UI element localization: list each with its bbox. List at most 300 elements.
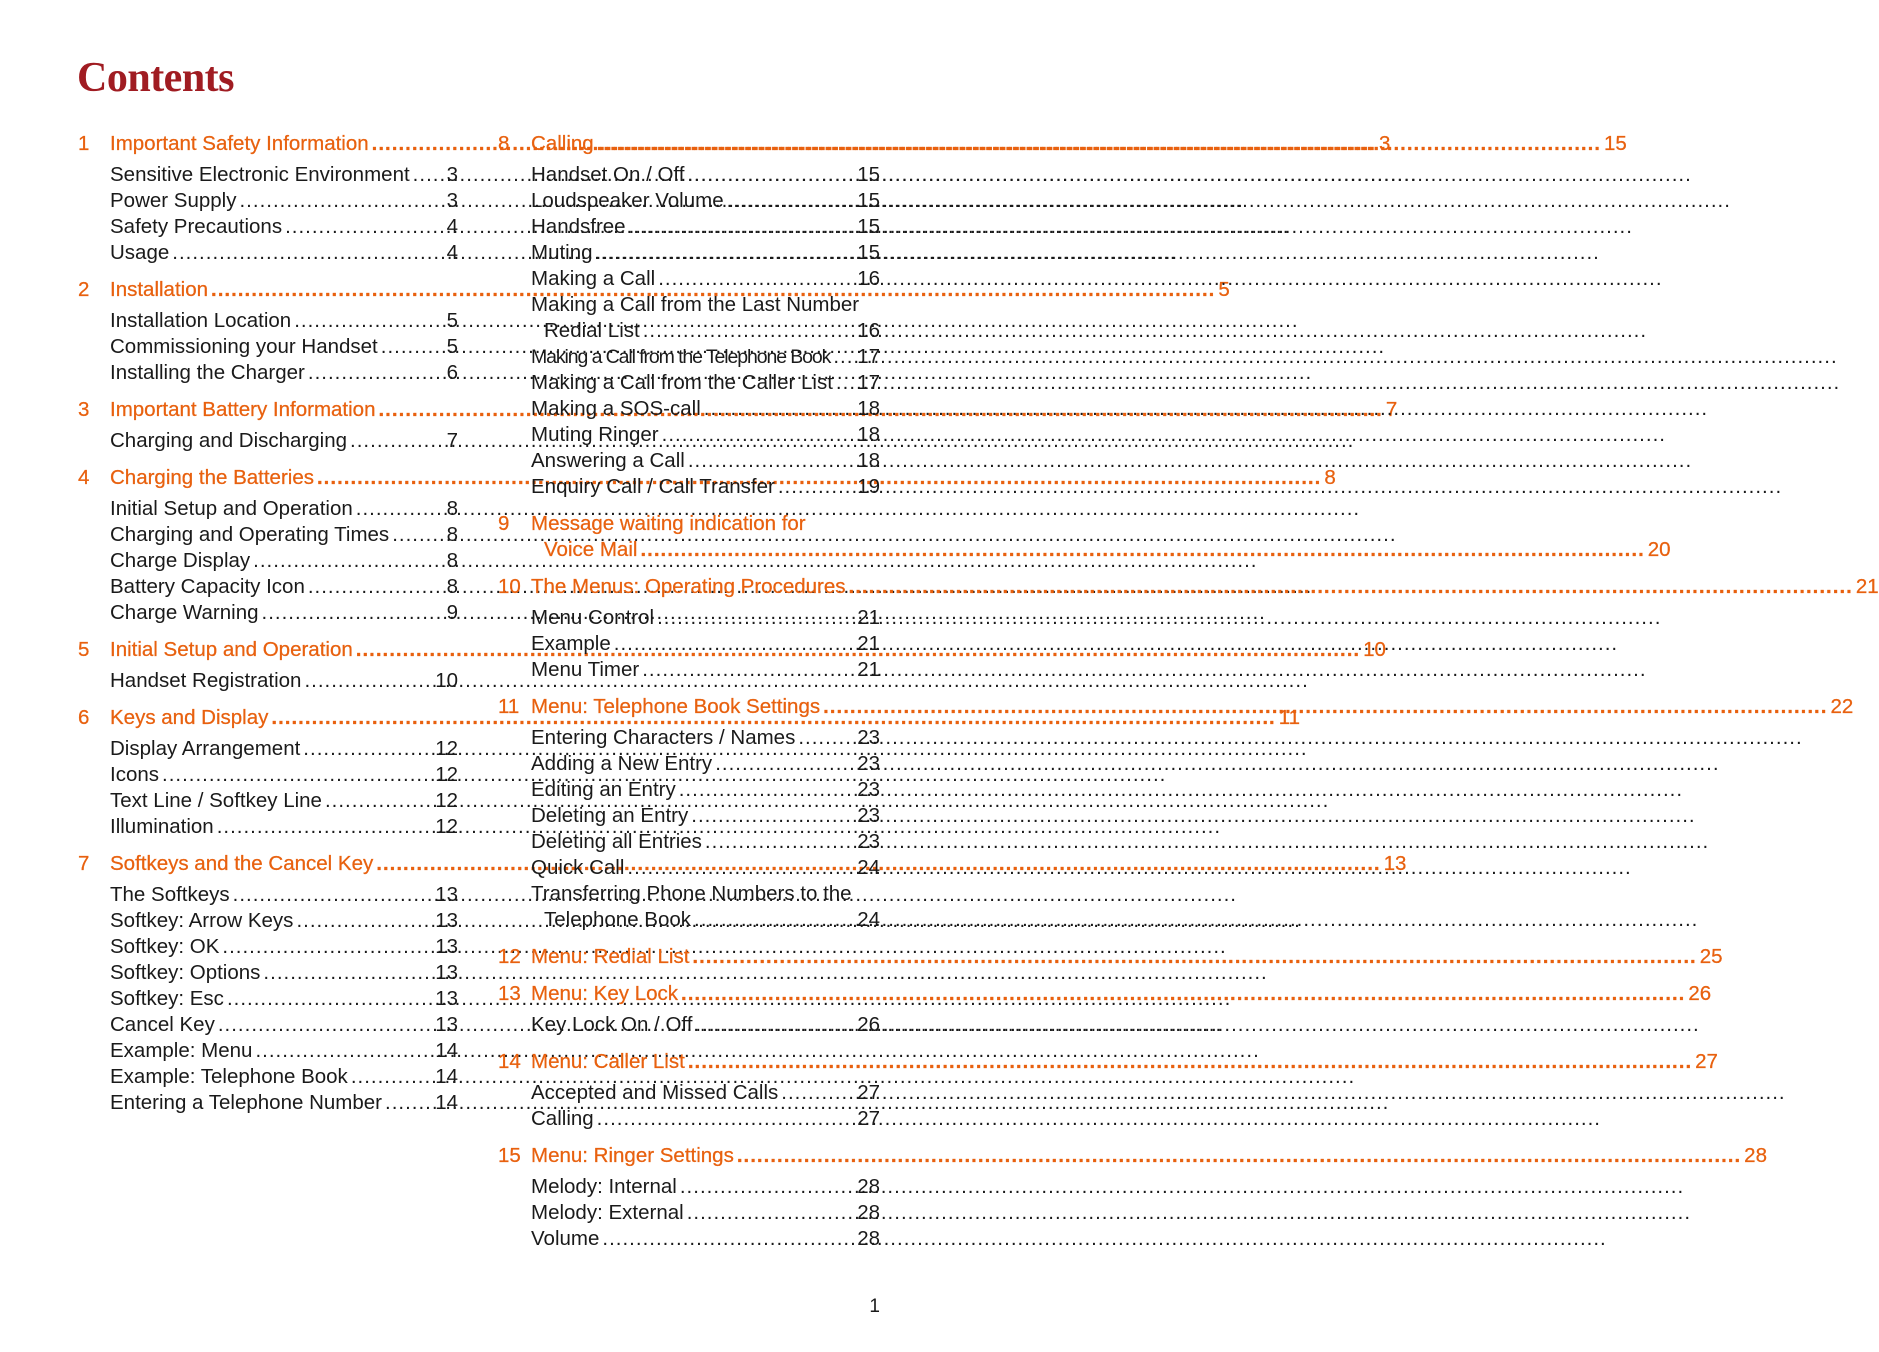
toc-label: Menu Timer: [531, 658, 640, 681]
toc-page-number: 9: [446, 601, 458, 624]
dot-leader: [255, 1038, 432, 1064]
section-number: 1: [78, 132, 90, 155]
toc-section-heading[interactable]: [498, 131, 1627, 157]
section-title-row[interactable]: [531, 694, 1853, 720]
toc-page-number: 8: [446, 549, 458, 572]
toc-label: Cancel Key: [110, 1013, 215, 1036]
section-title: Message waiting indication for: [531, 512, 806, 535]
toc-entry[interactable]: [110, 736, 458, 762]
toc-page-number: 13: [435, 1013, 458, 1036]
section-gap: [498, 683, 880, 694]
toc-label: Calling: [531, 132, 594, 155]
toc-page-number: 13: [435, 961, 458, 984]
dot-leader: [823, 694, 1827, 720]
toc-label: Icons: [110, 763, 159, 786]
section-title-row[interactable]: [531, 981, 1711, 1007]
toc-entry[interactable]: [531, 605, 880, 631]
toc-page-number: 7: [446, 429, 458, 452]
dot-leader: [715, 751, 854, 777]
section-gap: [498, 500, 880, 511]
toc-page-number: 10: [1363, 638, 1386, 661]
toc-page-number: 24: [857, 856, 880, 879]
dot-leader: [688, 1049, 1692, 1075]
toc-page-number: 17: [857, 345, 880, 368]
dot-leader: [308, 360, 444, 386]
toc-label: The Softkeys: [110, 883, 230, 906]
toc-entry[interactable]: [110, 360, 458, 386]
toc-page-number: 12: [435, 763, 458, 786]
section-gap: [498, 970, 880, 981]
dot-leader: [798, 725, 854, 751]
toc-entry[interactable]: [110, 788, 458, 814]
toc-page-number: 12: [435, 815, 458, 838]
toc-entry[interactable]: [531, 803, 880, 829]
toc-label: Making a Call: [531, 267, 656, 290]
section-number: 4: [78, 466, 90, 489]
page-title: Contents: [77, 55, 235, 101]
toc-label: Softkey: Esc: [110, 987, 224, 1010]
section-number: 14: [498, 1050, 521, 1073]
section-number: 9: [498, 512, 510, 535]
toc-label: Volume: [531, 1227, 600, 1250]
toc-entry[interactable]: [531, 657, 880, 683]
dot-leader: [658, 266, 854, 292]
dot-leader: [217, 814, 432, 840]
toc-page-number: 17: [857, 371, 880, 394]
dot-leader: [385, 1090, 432, 1116]
dot-leader: [296, 908, 432, 934]
dot-leader: [695, 1012, 854, 1038]
dot-leader: [597, 131, 1601, 157]
dot-leader: [629, 214, 855, 240]
dot-leader: [681, 981, 1685, 1007]
section-title-row[interactable]: [531, 944, 1723, 970]
toc-page-number: 21: [1855, 575, 1879, 598]
dot-leader: [351, 1064, 432, 1090]
dot-leader: [325, 788, 432, 814]
toc-label: Voice Mail: [544, 538, 638, 561]
toc-page-number: 25: [1699, 945, 1723, 968]
toc-page-number: 18: [857, 449, 880, 472]
toc-label: Making a SOS-call: [531, 397, 701, 420]
toc-entry[interactable]: [531, 266, 880, 292]
toc-page-number: 8: [446, 575, 458, 598]
dot-leader: [705, 829, 854, 855]
section-gap: [78, 840, 458, 851]
toc-label: Melody: Internal: [531, 1175, 677, 1198]
toc-label: Muting Ringer: [531, 423, 659, 446]
toc-section: [498, 944, 1723, 970]
toc-label: Menu Control: [531, 606, 655, 629]
dot-leader: [294, 308, 443, 334]
page-number: 1: [869, 1296, 880, 1317]
toc-entry-list: [498, 162, 880, 500]
toc-label: Softkeys and the Cancel Key: [110, 852, 374, 875]
toc-page-number: 13: [435, 883, 458, 906]
toc-label: Commissioning your Handset: [110, 335, 378, 358]
section-number: 7: [78, 852, 90, 875]
toc-label: Entering Characters / Names: [531, 726, 796, 749]
dot-leader: [227, 986, 432, 1012]
toc-page-number: 13: [435, 935, 458, 958]
toc-entry[interactable]: [110, 548, 458, 574]
toc-entry[interactable]: [110, 1012, 458, 1038]
toc-label: Installation: [110, 278, 209, 301]
toc-page-number: 5: [1218, 278, 1230, 301]
toc-entry[interactable]: [531, 188, 880, 214]
toc-label: The Menus: Operating Procedures: [531, 575, 846, 598]
dot-leader: [239, 188, 443, 214]
toc-label: Safety Precautions: [110, 215, 283, 238]
toc-page-number: 8: [446, 497, 458, 520]
dot-leader: [657, 605, 854, 631]
section-heading-text: [531, 511, 1671, 563]
toc-label: Softkey: OK: [110, 935, 220, 958]
toc-entry[interactable]: [110, 762, 458, 788]
toc-section-heading[interactable]: [498, 511, 1671, 563]
toc-page-number: 13: [435, 909, 458, 932]
toc-label: Key Lock On / Off: [531, 1013, 693, 1036]
toc-entry[interactable]: [531, 1200, 880, 1226]
toc-entry-list: [78, 308, 458, 386]
toc-entry[interactable]: [531, 214, 880, 240]
dot-leader: [642, 657, 854, 683]
toc-entry[interactable]: [531, 631, 880, 657]
toc-label: Quick Call: [531, 856, 625, 879]
toc-section-heading[interactable]: [498, 981, 1712, 1007]
toc-entry[interactable]: [110, 496, 458, 522]
section-title-row[interactable]: [531, 574, 1879, 600]
toc-entry[interactable]: [531, 396, 880, 422]
dot-leader: [727, 188, 855, 214]
toc-entry[interactable]: [110, 574, 458, 600]
toc-entry[interactable]: [531, 1080, 880, 1106]
toc-entry[interactable]: [110, 908, 458, 934]
dot-leader: [614, 631, 854, 657]
toc-page-number: 26: [857, 1013, 880, 1036]
dot-leader: [778, 474, 854, 500]
toc-entry[interactable]: [531, 1012, 880, 1038]
toc-entry[interactable]: [531, 1174, 880, 1200]
toc-label: Melody: External: [531, 1201, 684, 1224]
dot-leader: [679, 777, 854, 803]
toc-entry[interactable]: [531, 751, 880, 777]
toc-page-number: 14: [435, 1039, 458, 1062]
toc-entry[interactable]: [110, 960, 458, 986]
section-gap: [78, 626, 458, 637]
toc-label: Deleting an Entry: [531, 804, 689, 827]
toc-entry[interactable]: [110, 1064, 458, 1090]
toc-label: Editing an Entry: [531, 778, 676, 801]
toc-page-number: 26: [1688, 982, 1712, 1005]
toc-entry-list: [78, 736, 458, 840]
dot-leader: [640, 537, 1644, 563]
toc-entry[interactable]: [531, 422, 880, 448]
section-number: 2: [78, 278, 90, 301]
toc-page-number: 21: [857, 658, 880, 681]
toc-section: [498, 981, 1712, 1038]
dot-leader: [222, 934, 432, 960]
toc-page-number: 27: [1695, 1050, 1718, 1073]
toc-label: Sensitive Electronic Environment: [110, 163, 410, 186]
toc-label: Loudspeaker Volume: [531, 189, 724, 212]
dot-leader: [308, 574, 444, 600]
section-number: 5: [78, 638, 90, 661]
toc-entry[interactable]: [110, 334, 458, 360]
toc-entry[interactable]: [110, 522, 458, 548]
toc-label: Making a Call from the Last Number: [531, 293, 860, 316]
toc-page-number: 19: [857, 475, 880, 498]
toc-label: Handset On / Off: [531, 163, 685, 186]
toc-label: Menu: Caller List: [531, 1050, 685, 1073]
dot-leader: [849, 574, 1853, 600]
toc-label: Display Arrangement: [110, 737, 301, 760]
toc-entry[interactable]: [531, 1106, 880, 1132]
toc-entry[interactable]: [110, 1038, 458, 1064]
toc-page-number: 15: [857, 163, 880, 186]
toc-section-heading[interactable]: [498, 574, 1879, 600]
toc-label: Making a Call from the Caller List: [531, 371, 833, 394]
toc-page-number: 6: [446, 361, 458, 384]
toc-entry[interactable]: [531, 474, 880, 500]
section-number: 15: [498, 1144, 521, 1167]
toc-entry[interactable]: [531, 725, 880, 751]
toc-page-number: 3: [1379, 132, 1391, 155]
toc-section: [498, 511, 1671, 563]
toc-entry[interactable]: [531, 448, 880, 474]
toc-entry-list: [498, 1012, 880, 1038]
toc-entry-list: [78, 882, 458, 1116]
toc-entry-list: [78, 668, 458, 694]
toc-label: Power Supply: [110, 189, 237, 212]
section-number: 12: [498, 945, 521, 968]
toc-section-heading[interactable]: [498, 1049, 1718, 1075]
toc-entry[interactable]: [531, 829, 880, 855]
toc-page-number: 14: [435, 1065, 458, 1088]
toc-label: Softkey: Arrow Keys: [110, 909, 294, 932]
toc-label: Answering a Call: [531, 449, 685, 472]
toc-label: Example: Telephone Book: [110, 1065, 348, 1088]
toc-entry[interactable]: [110, 882, 458, 908]
toc-entry[interactable]: [110, 240, 458, 266]
toc-entry[interactable]: [531, 855, 880, 881]
toc-entry[interactable]: [110, 986, 458, 1012]
toc-entry[interactable]: [531, 162, 880, 188]
dot-leader: [687, 162, 854, 188]
toc-page-number: 28: [857, 1175, 880, 1198]
toc-page-number: 18: [857, 397, 880, 420]
toc-page-number: 21: [857, 606, 880, 629]
toc-label: Charge Warning: [110, 601, 259, 624]
toc-label: Charging and Discharging: [110, 429, 348, 452]
section-gap: [78, 386, 458, 397]
toc-page-number: 23: [857, 778, 880, 801]
toc-label: Deleting all Entries: [531, 830, 702, 853]
toc-label: Battery Capacity Icon: [110, 575, 305, 598]
toc-section: [498, 574, 1879, 683]
toc-page-number: 24: [857, 908, 880, 931]
toc-entry[interactable]: [110, 668, 458, 694]
toc-entry-list: [498, 605, 880, 683]
toc-label: Transferring Phone Numbers to the: [531, 882, 852, 905]
toc-entry-list: [78, 162, 458, 266]
section-number: 3: [78, 398, 90, 421]
toc-page-number: 7: [1385, 398, 1398, 421]
section-gap: [78, 694, 458, 705]
dot-leader: [233, 882, 433, 908]
toc-page-number: 28: [857, 1201, 880, 1224]
toc-page-number: 12: [435, 789, 458, 812]
dot-leader: [263, 960, 432, 986]
toc-label: Calling: [531, 1107, 594, 1130]
section-title-row[interactable]: [531, 131, 1627, 157]
toc-page-number: 10: [435, 669, 458, 692]
section-title-row[interactable]: [531, 1049, 1718, 1075]
dot-leader: [392, 522, 443, 548]
toc-page-number: 15: [1604, 132, 1627, 155]
dot-leader: [597, 1106, 855, 1132]
toc-page-number: 8: [1324, 466, 1336, 489]
toc-label: Adding a New Entry: [531, 752, 713, 775]
toc-entry[interactable]: [531, 1226, 880, 1252]
toc-entry[interactable]: [531, 370, 880, 396]
toc-entry[interactable]: [110, 188, 458, 214]
toc-page-number: 3: [446, 189, 458, 212]
toc-label: Example: [531, 632, 611, 655]
dot-leader: [172, 240, 443, 266]
dot-leader: [253, 548, 443, 574]
dot-leader: [596, 240, 855, 266]
toc-entry-continued[interactable]: [531, 907, 880, 933]
toc-entry[interactable]: [531, 777, 880, 803]
toc-right-column: [498, 131, 1879, 1252]
toc-entry[interactable]: [531, 344, 880, 370]
toc-entry[interactable]: [110, 814, 458, 840]
toc-entry-list: [78, 496, 458, 626]
section-gap: [498, 933, 880, 944]
toc-entry[interactable]: [110, 1090, 458, 1116]
dot-leader: [162, 762, 432, 788]
toc-label: Charging and Operating Times: [110, 523, 390, 546]
toc-page-number: 27: [857, 1081, 880, 1104]
toc-entry[interactable]: [110, 162, 458, 188]
toc-page-number: 23: [857, 830, 880, 853]
toc-label: Accepted and Missed Calls: [531, 1081, 779, 1104]
toc-label: Handset Registration: [110, 669, 302, 692]
toc-label: Telephone Book: [544, 908, 692, 931]
toc-entry-list: [498, 1080, 880, 1132]
toc-page-number: 15: [857, 189, 880, 212]
toc-page-number: 23: [857, 726, 880, 749]
toc-entry[interactable]: [110, 428, 458, 454]
toc-page-number: 21: [857, 632, 880, 655]
toc-section: [498, 1049, 1718, 1132]
toc-entry[interactable]: [110, 934, 458, 960]
dot-leader: [643, 318, 854, 344]
toc-entry-list: [78, 428, 458, 454]
section-gap: [78, 266, 458, 277]
toc-label: Charging the Batteries: [110, 466, 314, 489]
toc-page-number: 27: [857, 1107, 880, 1130]
toc-page-number: 8: [446, 523, 458, 546]
toc-section: [498, 1143, 1767, 1252]
toc-page-number: 23: [857, 804, 880, 827]
toc-entry-continued[interactable]: [531, 318, 880, 344]
section-number: 8: [498, 132, 510, 155]
dot-leader: [680, 1174, 854, 1200]
dot-leader: [737, 1143, 1741, 1169]
toc-label: Menu: Redial List: [531, 945, 690, 968]
dot-leader: [218, 1012, 432, 1038]
toc-page-number: 13: [1383, 852, 1407, 875]
dot-leader: [687, 1200, 855, 1226]
toc-page-number: 12: [435, 737, 458, 760]
toc-entry[interactable]: [110, 308, 458, 334]
toc-page-number: 28: [1744, 1144, 1767, 1167]
toc-page-number: 16: [857, 267, 880, 290]
toc-label: Initial Setup and Operation: [110, 497, 353, 520]
toc-page-number: 3: [446, 163, 458, 186]
toc-label: Menu: Ringer Settings: [531, 1144, 734, 1167]
toc-entry[interactable]: [110, 600, 458, 626]
toc-entry[interactable]: [531, 292, 880, 344]
dot-leader: [285, 214, 444, 240]
dot-leader: [781, 1080, 854, 1106]
dot-leader: [356, 496, 444, 522]
toc-page-number: 22: [1830, 695, 1854, 718]
toc-label: Example: Menu: [110, 1039, 253, 1062]
toc-section-heading[interactable]: [498, 694, 1854, 720]
toc-label: Menu: Telephone Book Settings: [531, 695, 821, 718]
section-number: 11: [498, 695, 520, 718]
section-gap: [498, 1132, 880, 1143]
toc-section-heading[interactable]: [498, 1143, 1767, 1169]
section-title-row[interactable]: [531, 1143, 1767, 1169]
toc-label: Illumination: [110, 815, 214, 838]
toc-page-number: 15: [857, 241, 880, 264]
section-number: 13: [498, 982, 521, 1005]
toc-section: [498, 131, 1627, 500]
toc-entry[interactable]: [531, 881, 880, 933]
toc-label: Text Line / Softkey Line: [110, 789, 322, 812]
toc-label: Menu: Key Lock: [531, 982, 678, 1005]
dot-leader: [694, 907, 854, 933]
dot-leader: [262, 600, 444, 626]
section-title-continued[interactable]: [531, 537, 1671, 563]
toc-section-heading[interactable]: [498, 944, 1723, 970]
toc-page-number: 5: [446, 335, 458, 358]
dot-leader: [691, 803, 854, 829]
section-gap: [498, 563, 880, 574]
toc-page-number: 4: [446, 241, 458, 264]
toc-page-number: 23: [857, 752, 880, 775]
dot-leader: [413, 162, 444, 188]
toc-label: Entering a Telephone Number: [110, 1091, 382, 1114]
dot-leader: [688, 448, 854, 474]
toc-page-number: 20: [1647, 538, 1671, 561]
dot-leader: [602, 1226, 854, 1252]
dot-leader: [303, 736, 432, 762]
toc-page-number: 28: [857, 1227, 880, 1250]
toc-entry[interactable]: [110, 214, 458, 240]
toc-label: Important Safety Information: [110, 132, 369, 155]
toc-label: Charge Display: [110, 549, 251, 572]
toc-page-number: 15: [857, 215, 880, 238]
toc-entry-list: [498, 725, 880, 933]
dot-leader: [381, 334, 444, 360]
toc-entry[interactable]: [531, 240, 880, 266]
toc-label: Muting: [531, 241, 593, 264]
